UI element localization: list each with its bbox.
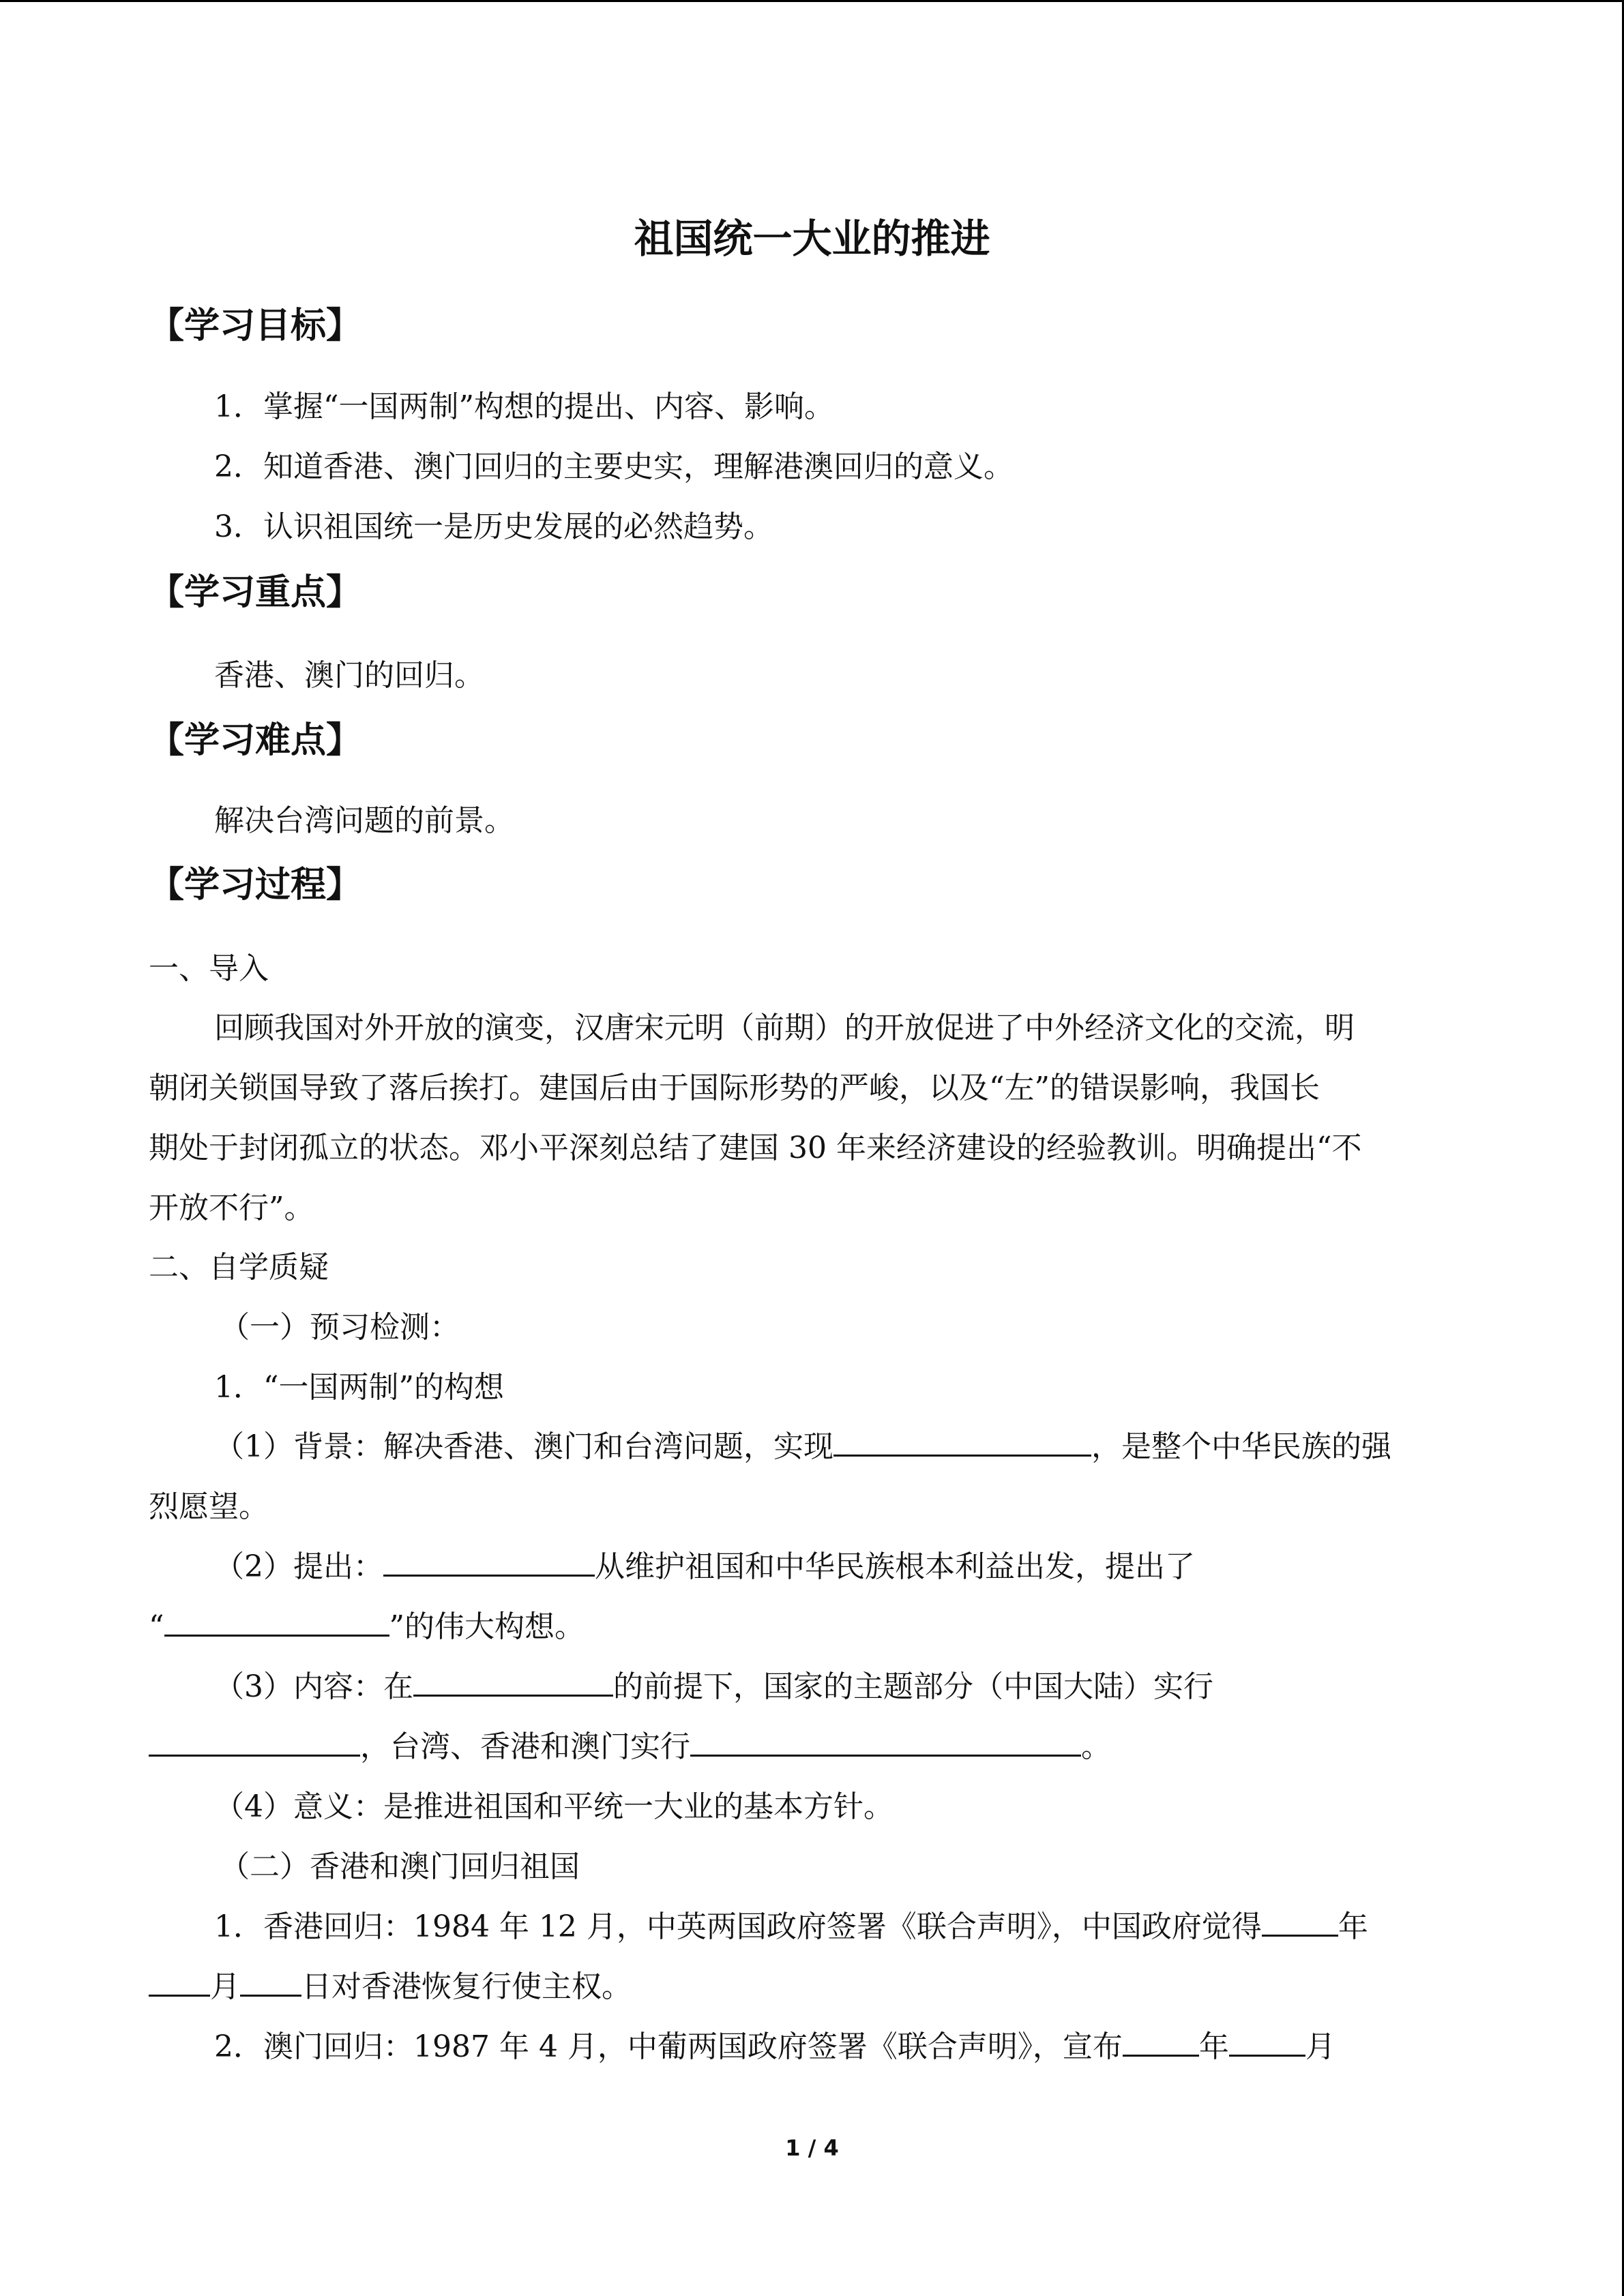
page-border-top: [0, 0, 1624, 2]
fill-blank[interactable]: [413, 1659, 613, 1697]
meaning-line: （4）意义：是推进祖国和平统一大业的基本方针。: [214, 1789, 894, 1824]
objectives-heading: 【学习目标】: [149, 305, 362, 346]
content-line: [149, 1657, 1541, 1717]
intro-line: 开放不行”。: [149, 1191, 314, 1225]
hongkong-text: 月: [210, 1969, 240, 2004]
hongkong-line-cont: [149, 1957, 1475, 2017]
objective-item: 3．认识祖国统一是历史发展的必然趋势。: [214, 509, 773, 544]
fill-blank[interactable]: [833, 1419, 1091, 1457]
content-line-cont: [149, 1717, 1475, 1777]
page-title: 祖国统一大业的推进: [634, 215, 990, 262]
fill-blank[interactable]: [1229, 2019, 1305, 2057]
hongkong-text: 1．香港回归：1984 年 12 月，中英两国政府签署《联合声明》，中国政府觉得: [214, 1909, 1262, 1944]
content-text: 的前提下，国家的主题部分（中国大陆）实行: [613, 1669, 1213, 1704]
content-text: 。: [1081, 1729, 1111, 1764]
macau-text: 年: [1198, 2029, 1229, 2064]
macau-text: 2．澳门回归：1987 年 4 月，中葡两国政府签署《联合声明》，宣布: [214, 2029, 1123, 2064]
intro-line: 期处于封闭孤立的状态。邓小平深刻总结了建国 30 年来经济建设的经验教训。明确提出“不: [149, 1131, 1362, 1165]
keypoint-text: 香港、澳门的回归。: [214, 658, 484, 693]
preview-check-heading: （一）预习检测：: [220, 1310, 460, 1345]
content-text: ，台湾、香港和澳门实行: [360, 1729, 690, 1764]
fill-blank[interactable]: [149, 1959, 210, 1997]
background-line: [149, 1417, 1541, 1477]
hongkong-text: 日对香港恢复行使主权。: [301, 1969, 632, 2004]
hongkong-text: 年: [1338, 1909, 1368, 1944]
background-text: （1）背景：解决香港、澳门和台湾问题，实现: [214, 1429, 833, 1464]
macau-text: 月: [1305, 2029, 1335, 2064]
process-heading: 【学习过程】: [149, 865, 362, 906]
fill-blank[interactable]: [164, 1599, 389, 1637]
fill-blank[interactable]: [149, 1719, 360, 1757]
selfstudy-heading: 二、自学质疑: [149, 1250, 329, 1285]
intro-heading: 一、导入: [149, 951, 269, 986]
proposal-text: ”的伟大构想。: [389, 1609, 585, 1644]
background-line-cont: 烈愿望。: [149, 1489, 269, 1524]
return-heading: （二）香港和澳门回归祖国: [220, 1849, 580, 1884]
background-text: ，是整个中华民族的强: [1091, 1429, 1391, 1464]
proposal-text: “: [149, 1609, 164, 1644]
hongkong-line: [149, 1897, 1541, 1957]
objective-item: 1．掌握“一国两制”构想的提出、内容、影响。: [214, 389, 834, 424]
difficulty-text: 解决台湾问题的前景。: [214, 803, 514, 838]
fill-blank[interactable]: [240, 1959, 301, 1997]
macau-line: [149, 2017, 1541, 2077]
proposal-text: 从维护祖国和中华民族根本利益出发，提出了: [595, 1549, 1195, 1584]
fill-blank[interactable]: [1262, 1899, 1338, 1937]
difficulty-heading: 【学习难点】: [149, 720, 362, 761]
keypoint-heading: 【学习重点】: [149, 572, 362, 613]
proposal-text: （2）提出：: [214, 1549, 383, 1584]
objective-item: 2．知道香港、澳门回归的主要史实，理解港澳回归的意义。: [214, 449, 1014, 484]
proposal-line: [149, 1537, 1541, 1597]
one-country-two-systems-item: 1．“一国两制”的构想: [214, 1370, 504, 1405]
fill-blank[interactable]: [1123, 2019, 1199, 2057]
fill-blank[interactable]: [383, 1539, 595, 1577]
content-text: （3）内容：在: [214, 1669, 413, 1704]
intro-line: 朝闭关锁国导致了落后挨打。建国后由于国际形势的严峻，以及“左”的错误影响，我国长: [149, 1071, 1320, 1105]
fill-blank[interactable]: [690, 1719, 1081, 1757]
intro-line: 回顾我国对外开放的演变，汉唐宋元明（前期）的开放促进了中外经济文化的交流，明: [214, 1011, 1355, 1045]
page-number: 1 / 4: [785, 2135, 839, 2161]
proposal-line-cont: [149, 1597, 1475, 1657]
